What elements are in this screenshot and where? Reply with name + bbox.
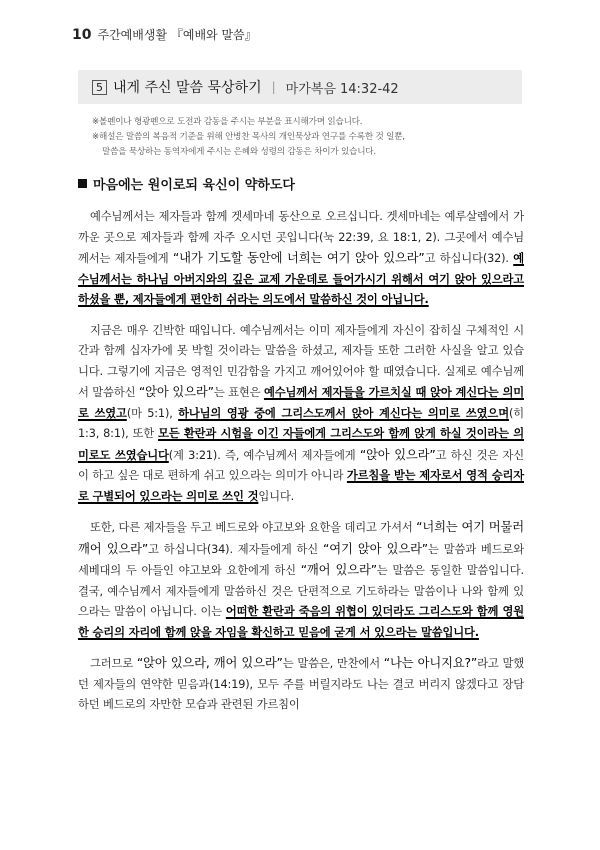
text-run: 입니다. [258,489,295,503]
text-run: 그러므로 [90,657,137,670]
text-run: 지금은 매우 긴박한 때입니다. 예수님께서는 이미 제자들에게 자신이 잡히실 구체적인 시간과 함께 십자가에 못 박힐 것이라는 말씀을 하셨고, 제자들 또한 그러한 사실을 알고 있습니다. 그렇기에 지금은 영적인 민감함을 가지고 깨어있어야 할 때였습니다. 실제로 예수님께서 말씀하신 [78,323,524,399]
page-number: 10 [72,27,92,43]
section-title: 내게 주신 말씀 묵상하기 [113,80,262,96]
text-run: 고 하십니다(32). [424,252,514,265]
note-line: ※볼펜이나 형광펜으로 도전과 감동을 주시는 부분을 표시해가며 읽습니다. [92,117,363,127]
commentary-body [78,207,524,726]
text-run: 예수님께서는 제자들과 함께 겟세마네 동산으로 오르십니다. 겟세마네는 예루살렘에서 가까운 곳으로 제자들과 함께 자주 오시던 곳입니다(눅 22:39, 요 18:1, 2). 그곳에서 예수님께서는 제자들에게 [78,210,524,265]
quote-text: “너희는 여기 머물러 깨어 있으라” [78,520,524,556]
page-header [72,26,257,43]
quote-text: “내가 기도할 동안에 너희는 여기 앉아 있으라” [172,251,425,265]
quote-text: “나는 아니지요?” [383,656,478,670]
text-run: 고 하십니다(34). 제자들에게 하신 [148,542,323,556]
section-heading-text: 마음에는 원이로되 육신이 약하도다 [93,178,295,193]
title-divider: | [271,80,276,94]
note-line: ※해설은 말씀의 복음적 기준을 위해 안병찬 목사의 개인묵상과 연구를 수록한 것 일뿐, [92,132,405,142]
underlined-emphasis: 하나님의 영광 중에 그리스도께서 앉아 계신다는 의미로 쓰였으며 [178,406,509,420]
square-bullet-icon [78,179,87,188]
section-number: 5 [92,80,107,95]
section-heading [78,174,295,193]
text-run: 는 말씀은, 만찬에서 [282,657,384,670]
quote-text: “앉아 있으라, 깨어 있으라” [136,656,283,670]
text-run: (계 3:21). 즉, 예수님께서 제자들에게 [168,448,360,462]
scripture-reference: 마가복음 14:32-42 [285,81,399,97]
book-title: 주간예배생활 『예배와 말씀』 [97,28,257,42]
underlined-emphasis: 가르침을 받는 제자로서 영적 승리자로 구별되어 있으라는 의미로 쓰인 것 [78,469,524,503]
quote-text: “깨어 있으라” [300,563,377,577]
paragraph [78,207,524,311]
text-run: 라고 말했던 제자들의 연약한 믿음과(14:19), 모두 주를 버릴지라도 나는 결코 버리지 않겠다고 장담하던 베드로의 자만한 모습과 관련된 가르침이 [78,657,525,711]
note-line: 말씀을 묵상하는 동역자에게 주시는 은혜와 성령의 감동은 차이가 있습니다. [102,147,376,157]
text-run: (히 1:3, 8:1), 또한 [78,406,524,440]
underlined-emphasis: 모든 환란과 시험을 이긴 자들에게 그리스도와 함께 앉게 하실 것이라는 의미로도 쓰였습니다 [78,427,525,462]
quote-text: “앉아 있으라” [138,385,214,399]
text-run: 는 말씀과 베드로와 세베대의 두 아들인 야고보와 요한에게 하신 [78,542,524,577]
quote-text: “앉아 있으라” [359,447,436,462]
underlined-emphasis: 어떠한 환란과 죽음의 위협이 있더라도 그리스도와 함께 영원한 승리의 자리에 함께 앉을 자임을 확신하고 믿음에 굳게 서 있으라는 말씀입니다. [78,605,524,639]
text-run: 고 하신 것은 자신이 하고 싶은 대로 편하게 쉬고 있으라는 의미가 아니라 [78,448,524,482]
reading-notes [92,115,512,160]
text-run: (마 5:1), [126,406,179,420]
section-title-box [78,70,522,104]
text-run: 는 표현은 [213,386,264,399]
text-run: 는 말씀은 동일한 말씀입니다. 결국, 예수님께서 제자들에게 말씀하신 것은 단편적으로 기도하라는 말씀이나 나와 함께 있으라는 말씀이 아닙니다. 이는 [78,564,524,618]
paragraph [78,653,524,716]
underlined-emphasis: 예수님께서는 하나님 아버지와의 깊은 교제 가운데로 들어가시기 위해서 여기 앉아 있으라고 하셨을 뿐, 제자들에게 편안히 쉬라는 의도에서 말씀하신 것이 아닙니다. [78,252,524,306]
underlined-emphasis: 예수님께서 제자들을 가르치실 때 앉아 계신다는 의미로 쓰였고 [78,386,524,420]
paragraph [78,517,524,643]
paragraph [78,321,524,508]
quote-text: “여기 앉아 있으라” [323,541,429,556]
text-run: 또한, 다른 제자들을 두고 베드로와 야고보와 요한을 데리고 가셔서 [90,521,417,534]
